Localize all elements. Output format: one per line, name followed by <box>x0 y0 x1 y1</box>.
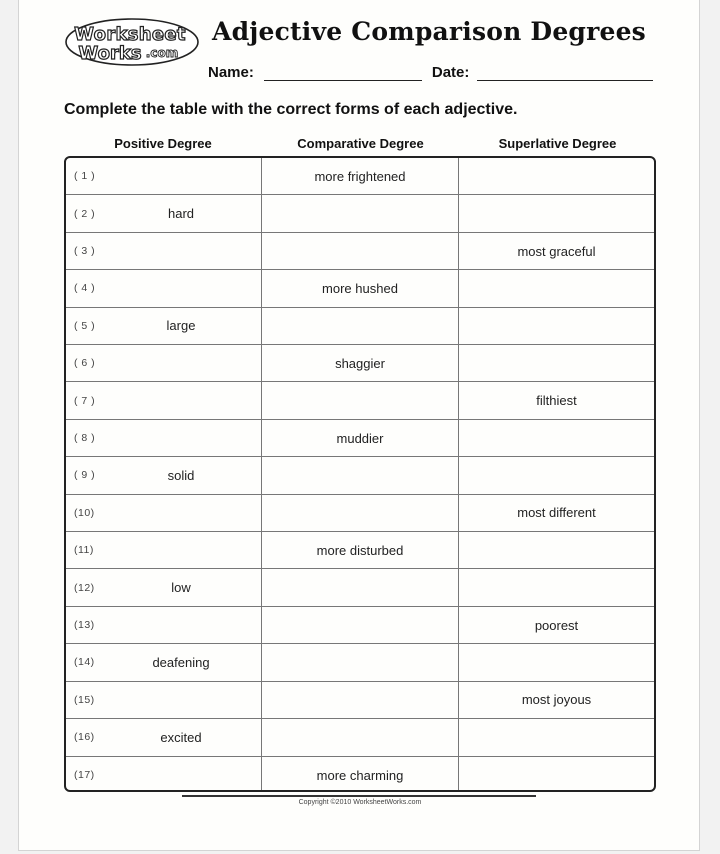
positive-value: solid <box>167 467 195 483</box>
table-row <box>66 719 654 756</box>
comparative-value: more hushed <box>322 280 398 296</box>
table-row <box>66 495 654 532</box>
positive-cell[interactable] <box>66 607 262 643</box>
table-row <box>66 682 654 719</box>
name-label: Name: <box>208 64 254 81</box>
row-number: ( 9 ) <box>74 469 96 482</box>
row-number: (13) <box>74 619 95 632</box>
row-number: ( 5 ) <box>74 319 96 332</box>
positive-cell[interactable] <box>66 682 262 718</box>
comparative-cell[interactable] <box>262 644 459 680</box>
positive-cell[interactable] <box>66 569 262 605</box>
row-number: (10) <box>74 506 95 519</box>
positive-value: deafening <box>152 654 210 670</box>
superlative-value: most different <box>517 505 596 521</box>
row-number: ( 6 ) <box>74 357 96 370</box>
comparative-value: more charming <box>316 767 404 783</box>
column-header-positive: Positive Degree <box>114 136 212 151</box>
table-row <box>66 233 654 270</box>
positive-cell[interactable] <box>66 457 262 493</box>
name-blank-line[interactable] <box>264 64 422 81</box>
positive-value: large <box>166 318 196 334</box>
table-row <box>66 308 654 345</box>
adjective-table <box>64 156 656 792</box>
superlative-cell[interactable] <box>459 644 654 680</box>
superlative-value: filthiest <box>536 393 577 409</box>
row-number: ( 2 ) <box>74 207 96 220</box>
table-row <box>66 420 654 457</box>
row-number: (11) <box>74 544 94 557</box>
superlative-cell[interactable] <box>459 457 654 493</box>
worksheet-title: Adjective Comparison Degrees <box>212 17 646 46</box>
comparative-cell[interactable] <box>262 233 459 269</box>
superlative-cell[interactable] <box>459 158 654 194</box>
table-row <box>66 158 654 195</box>
superlative-cell[interactable] <box>459 569 654 605</box>
comparative-cell[interactable] <box>262 757 459 793</box>
positive-cell[interactable] <box>66 308 262 344</box>
date-label: Date: <box>431 64 470 81</box>
comparative-value: more disturbed <box>316 542 404 558</box>
comparative-cell[interactable] <box>262 270 459 306</box>
positive-cell[interactable] <box>66 382 262 418</box>
row-number: (16) <box>74 731 95 744</box>
comparative-cell[interactable] <box>262 495 459 531</box>
column-headers <box>64 136 656 151</box>
comparative-cell[interactable] <box>262 420 459 456</box>
row-number: ( 8 ) <box>74 432 96 445</box>
column-header-comparative: Comparative Degree <box>297 136 424 151</box>
table-row <box>66 195 654 232</box>
comparative-cell[interactable] <box>262 569 459 605</box>
superlative-cell[interactable] <box>459 345 654 381</box>
comparative-cell[interactable] <box>262 158 459 194</box>
positive-cell[interactable] <box>66 495 262 531</box>
comparative-cell[interactable] <box>262 719 459 755</box>
comparative-cell[interactable] <box>262 457 459 493</box>
table-row <box>66 607 654 644</box>
positive-cell[interactable] <box>66 195 262 231</box>
superlative-cell[interactable] <box>459 270 654 306</box>
footer-divider <box>182 795 536 797</box>
row-number: (14) <box>74 656 95 669</box>
superlative-cell[interactable] <box>459 495 654 531</box>
table-row <box>66 270 654 307</box>
superlative-cell[interactable] <box>459 233 654 269</box>
comparative-cell[interactable] <box>262 195 459 231</box>
positive-value: low <box>171 580 191 596</box>
positive-cell[interactable] <box>66 345 262 381</box>
comparative-cell[interactable] <box>262 532 459 568</box>
svg-text:Works: Works <box>78 43 142 64</box>
table-row <box>66 532 654 569</box>
table-row <box>66 569 654 606</box>
positive-cell[interactable] <box>66 644 262 680</box>
svg-text:.com: .com <box>145 46 179 60</box>
comparative-cell[interactable] <box>262 308 459 344</box>
copyright-text: Copyright ©2010 WorksheetWorks.com <box>298 799 422 806</box>
instructions: Complete the table with the correct forms of each adjective. <box>64 101 518 118</box>
positive-cell[interactable] <box>66 719 262 755</box>
table-row <box>66 644 654 681</box>
superlative-cell[interactable] <box>459 719 654 755</box>
superlative-value: most graceful <box>517 243 596 259</box>
positive-value: excited <box>160 729 202 745</box>
row-number: ( 4 ) <box>74 282 96 295</box>
superlative-cell[interactable] <box>459 382 654 418</box>
positive-cell[interactable] <box>66 420 262 456</box>
table-row <box>66 757 654 793</box>
table-row <box>66 345 654 382</box>
svg-text:Worksheet: Worksheet <box>74 24 186 45</box>
comparative-value: more frightened <box>314 168 406 184</box>
comparative-cell[interactable] <box>262 682 459 718</box>
superlative-value: most joyous <box>521 692 592 708</box>
positive-cell[interactable] <box>66 270 262 306</box>
superlative-value: poorest <box>534 617 579 633</box>
positive-cell[interactable] <box>66 233 262 269</box>
positive-value: hard <box>167 206 195 222</box>
row-number: (17) <box>74 769 95 782</box>
superlative-cell[interactable] <box>459 308 654 344</box>
comparative-value: muddier <box>336 430 384 446</box>
superlative-cell[interactable] <box>459 682 654 718</box>
worksheetworks-logo <box>64 17 200 67</box>
comparative-cell[interactable] <box>262 345 459 381</box>
positive-cell[interactable] <box>66 158 262 194</box>
name-date-row <box>208 64 653 81</box>
superlative-cell[interactable] <box>459 757 654 793</box>
table-row <box>66 382 654 419</box>
date-blank-line[interactable] <box>477 64 653 81</box>
table-row <box>66 457 654 494</box>
superlative-cell[interactable] <box>459 607 654 643</box>
column-header-superlative: Superlative Degree <box>498 136 617 151</box>
superlative-cell[interactable] <box>459 195 654 231</box>
superlative-cell[interactable] <box>459 532 654 568</box>
positive-cell[interactable] <box>66 757 262 793</box>
row-number: ( 3 ) <box>74 245 96 258</box>
row-number: ( 7 ) <box>74 394 96 407</box>
row-number: ( 1 ) <box>74 170 96 183</box>
superlative-cell[interactable] <box>459 420 654 456</box>
comparative-cell[interactable] <box>262 382 459 418</box>
positive-cell[interactable] <box>66 532 262 568</box>
comparative-cell[interactable] <box>262 607 459 643</box>
comparative-value: shaggier <box>335 355 385 371</box>
row-number: (15) <box>74 693 95 706</box>
row-number: (12) <box>74 581 95 594</box>
